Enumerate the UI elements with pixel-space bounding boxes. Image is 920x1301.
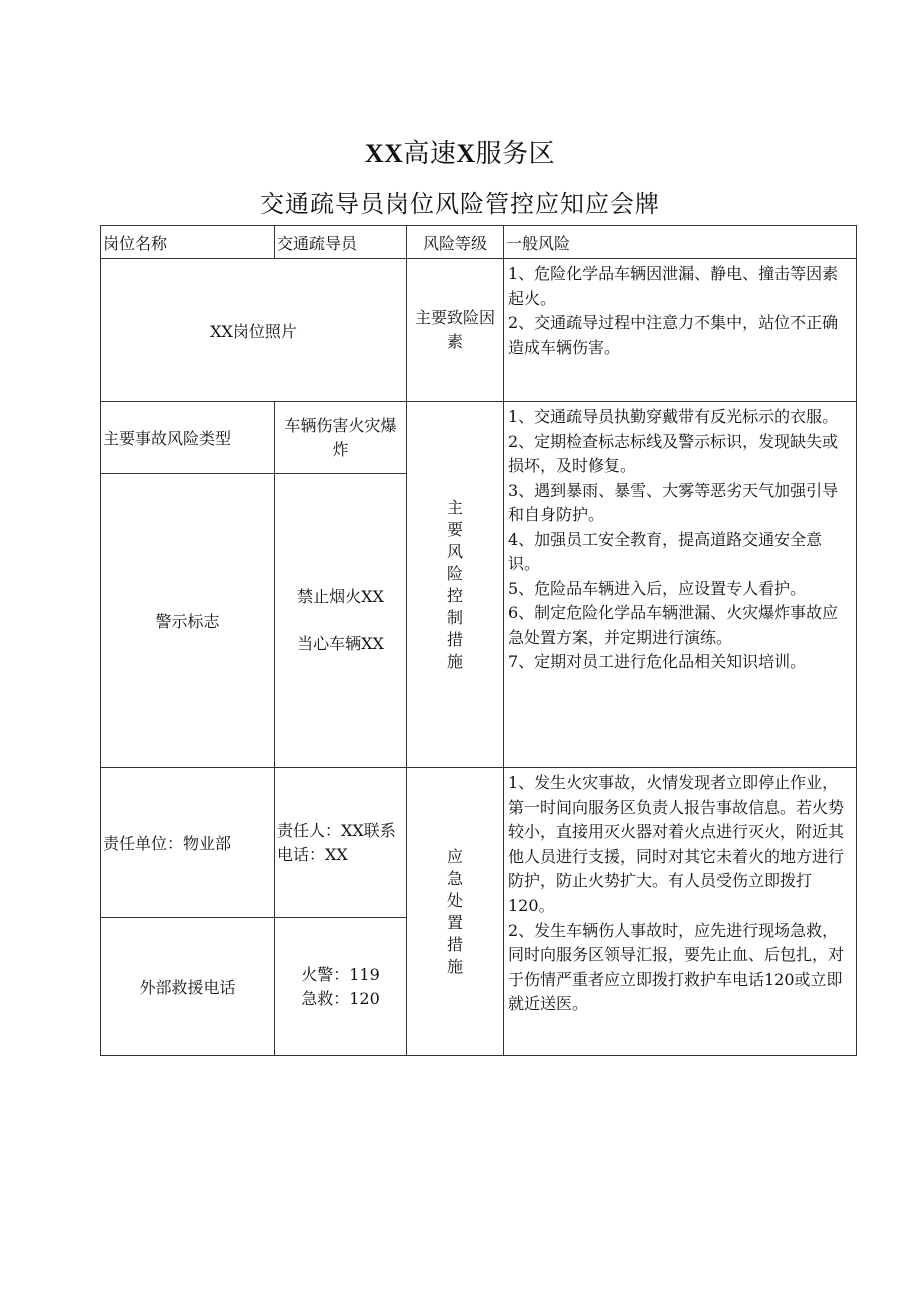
title-xx: XX	[364, 139, 404, 168]
emergency-measures-label-text: 应急处置措施	[446, 846, 463, 976]
control-measure-item: 5、危险品车辆进入后，应设置专人看护。	[508, 578, 807, 598]
accident-type-label: 主要事故风险类型	[101, 402, 275, 474]
warning-signs-content	[275, 474, 407, 768]
page-subtitle: 交通疏导员岗位风险管控应知应会牌	[260, 190, 660, 218]
warning-sign-item: 当心车辆XX	[297, 634, 384, 653]
risk-level-label: 风险等级	[407, 226, 504, 259]
emergency-measure-item: 1、发生火灾事故，火情发现者立即停止作业，第一时间向服务区负责人报告事故信息。若火势较小，直接用灭火器对着火点进行灭火，附近其他人员进行支援，同时对其它未着火的地方进行防护，防止火势扩大。有人员受伤立即拨打120。	[508, 773, 845, 915]
main-factors-label: 主要致险因素	[407, 259, 504, 402]
control-measure-item: 2、定期检查标志标线及警示标识，发现缺失或损坏，及时修复。	[508, 431, 839, 475]
post-name-label: 岗位名称	[101, 226, 275, 259]
responsible-unit-label: 责任单位：物业部	[101, 768, 275, 918]
control-measure-item: 7、定期对员工进行危化品相关知识培训。	[508, 652, 807, 671]
fire-phone: 火警：119	[301, 964, 380, 984]
control-measure-item: 4、加强员工安全教育，提高道路交通安全意识。	[508, 529, 823, 573]
title-highway: 高速	[403, 139, 457, 169]
photo-placeholder-text: XX岗位照片	[210, 321, 297, 341]
warning-signs-label: 警示标志	[101, 474, 275, 768]
control-measure-item: 6、制定危险化学品车辆泄漏、火灾爆炸事故应急处置方案，并定期进行演练。	[508, 603, 839, 647]
post-photo-placeholder	[101, 259, 407, 402]
control-measure-item: 1、交通疏导员执勤穿戴带有反光标示的衣服。	[508, 407, 839, 426]
emergency-phone: 急救：120	[301, 988, 380, 1008]
main-factors-content	[504, 259, 857, 402]
accident-type-value: 车辆伤害火灾爆炸	[275, 402, 407, 474]
warning-sign-item: 禁止烟火XX	[297, 587, 384, 606]
main-factor-item: 1、危险化学品车辆因泄漏、静电、撞击等因素起火。	[508, 264, 839, 308]
control-measures-label-text: 主要风险控制措施	[446, 497, 463, 671]
risk-level-value: 一般风险	[504, 226, 857, 259]
emergency-measures-content	[504, 768, 857, 1056]
title-service-area: 服务区	[475, 139, 556, 169]
emergency-measure-item: 2、发生车辆伤人事故时，应先进行现场急救，同时向服务区领导汇报，要先止血、后包扎，对于伤情严重者应立即拨打救护车电话120或立即就近送医。	[508, 920, 845, 1014]
risk-control-card	[100, 225, 857, 1056]
control-measures-content	[504, 402, 857, 768]
rescue-phone-label: 外部救援电话	[101, 918, 275, 1056]
main-factor-item: 2、交通疏导过程中注意力不集中，站位不正确造成车辆伤害。	[508, 313, 839, 357]
control-measures-label	[407, 402, 504, 768]
page-title	[0, 133, 920, 170]
responsible-person: 责任人：XX联系电话：XX	[275, 768, 407, 918]
title-x: X	[456, 139, 476, 168]
post-name-value: 交通疏导员	[275, 226, 407, 259]
emergency-measures-label	[407, 768, 504, 1056]
rescue-phone-numbers	[275, 918, 407, 1056]
control-measure-item: 3、遇到暴雨、暴雪、大雾等恶劣天气加强引导和自身防护。	[508, 480, 839, 524]
